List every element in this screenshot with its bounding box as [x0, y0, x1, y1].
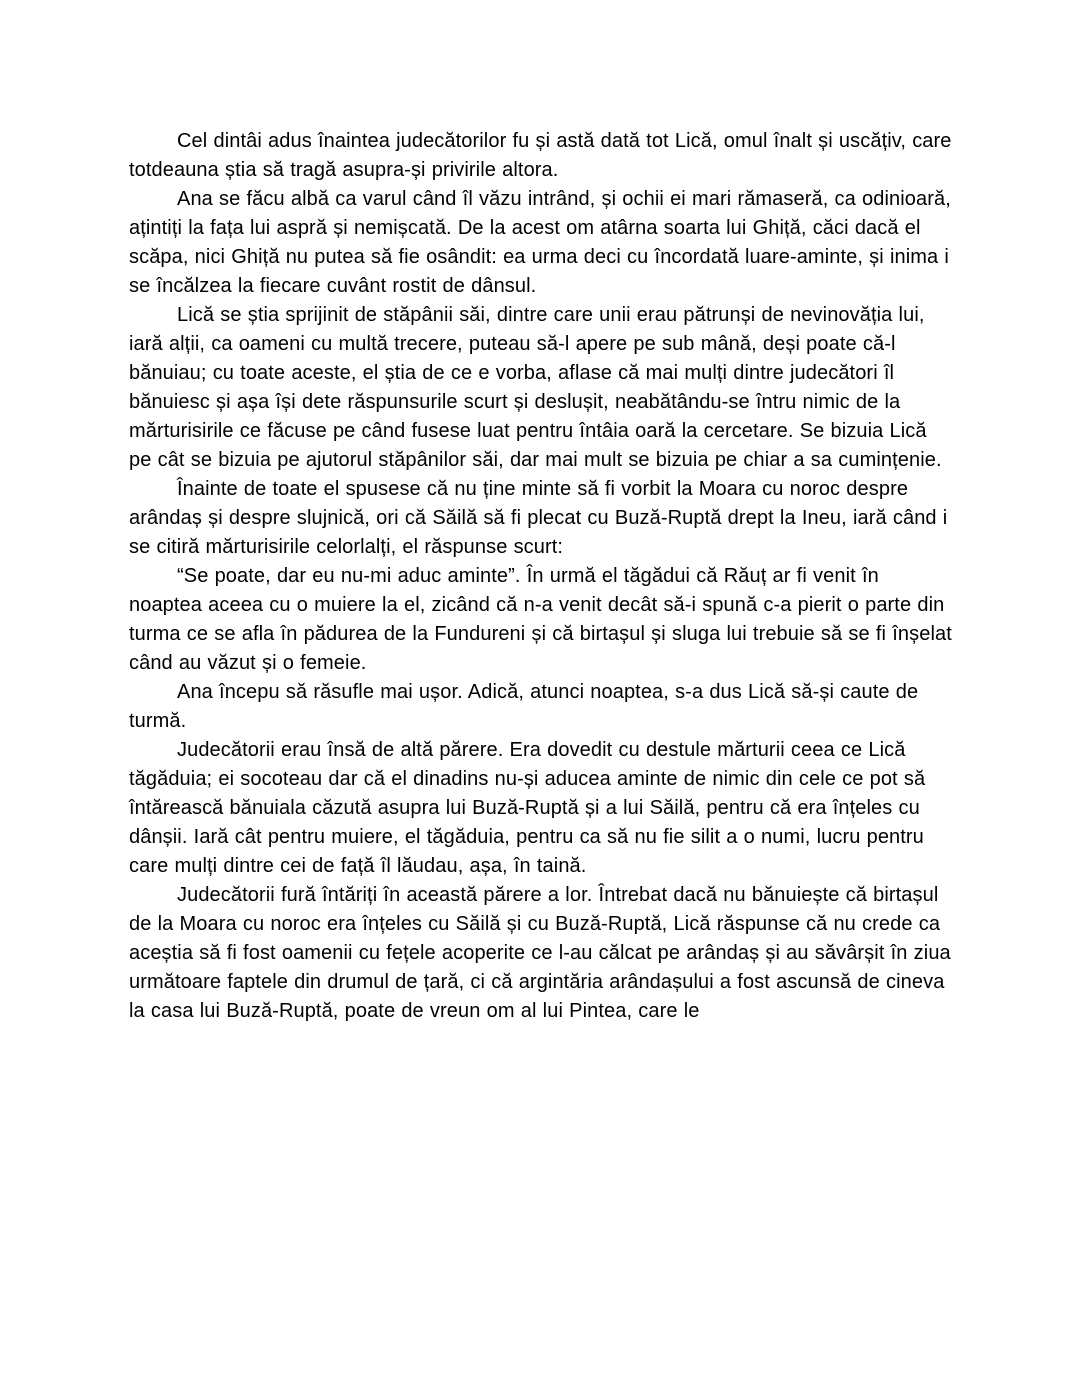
paragraph: Înainte de toate el spusese că nu ține minte să fi vorbit la Moara cu noroc despre arândaș și despre slujnică, ori că Săilă să fi plecat cu Buză-Ruptă drept la Ineu, iară când i se citiră mărturisirile celorlalți, el răspunse scurt: [129, 478, 948, 558]
paragraph: Judecătorii fură întăriți în această părere a lor. Întrebat dacă nu bănuiește că birtașul de la Moara cu noroc era înțeles cu Săilă și cu Buză-Ruptă, Lică răspunse că nu crede ca aceștia să fi fost oamenii cu fețele acoperite ce l-au călcat pe arândaș și au săvârșit în ziua următoare faptele din drumul de țară, ci că argintăria arândașului a fost ascunsă de cineva la casa lui Buză-Ruptă, poate de vreun om al lui Pintea, care le [129, 884, 951, 1022]
paragraph: Ana se făcu albă ca varul când îl văzu intrând, și ochii ei mari rămaseră, ca odinioară, ațintiți la fața lui aspră și nemișcată. De la acest om atârna soarta lui Ghiță, căci dacă el scăpa, nici Ghiță nu putea să fie osândit: ea urma deci cu încordată luare-aminte, și inima i se încălzea la fiecare cuvânt rostit de dânsul. [129, 188, 951, 297]
paragraph: Ana începu să răsufle mai ușor. Adică, atunci noaptea, s-a dus Lică să-și caute de turmă. [129, 681, 919, 732]
paragraph: Lică se știa sprijinit de stăpânii săi, dintre care unii erau pătrunși de nevinovăția lui, iară alții, ca oameni cu multă trecere, puteau să-l apere pe sub mână, deși poate că-l bănuiau; cu toate aceste, el știa de ce e vorba, aflase că mai mulți dintre judecători îl bănuiesc și așa își dete răspunsurile scurt și deslușit, neabătându-se întru nimic de la mărturisirile ce făcuse pe când fusese luat pentru întâia oară la cercetare. Se bizuia Lică pe cât se bizuia pe ajutorul stăpânilor săi, dar mai mult se bizuia pe chiar a sa cumințenie. [129, 304, 942, 471]
paragraph: Judecătorii erau însă de altă părere. Era dovedit cu destule mărturii ceea ce Lică tăgăduia; ei socoteau dar că el dinadins nu-și aducea aminte de nimic din cele ce pot să întărească bănuiala căzută asupra lui Buză-Ruptă și a lui Săilă, pentru că era înțeles cu dânșii. Iară cât pentru muiere, el tăgăduia, pentru ca să nu fie silit a o numi, lucru pentru care mulți dintre cei de față îl lăudau, așa, în taină. [129, 739, 926, 877]
paragraph: Cel dintâi adus înaintea judecătorilor fu și astă dată tot Lică, omul înalt și uscățiv, care totdeauna știa să tragă asupra-și privirile altora. [129, 130, 952, 181]
paragraph: “Se poate, dar eu nu-mi aduc aminte”. În urmă el tăgădui că Răuț ar fi venit în noaptea aceea cu o muiere la el, zicând că n-a venit decât să-i spună c-a pierit o parte din turma ce se afla în pădurea de la Fundureni și că birtașul și sluga lui trebuie să se fi înșelat când au văzut și o femeie. [129, 565, 952, 674]
